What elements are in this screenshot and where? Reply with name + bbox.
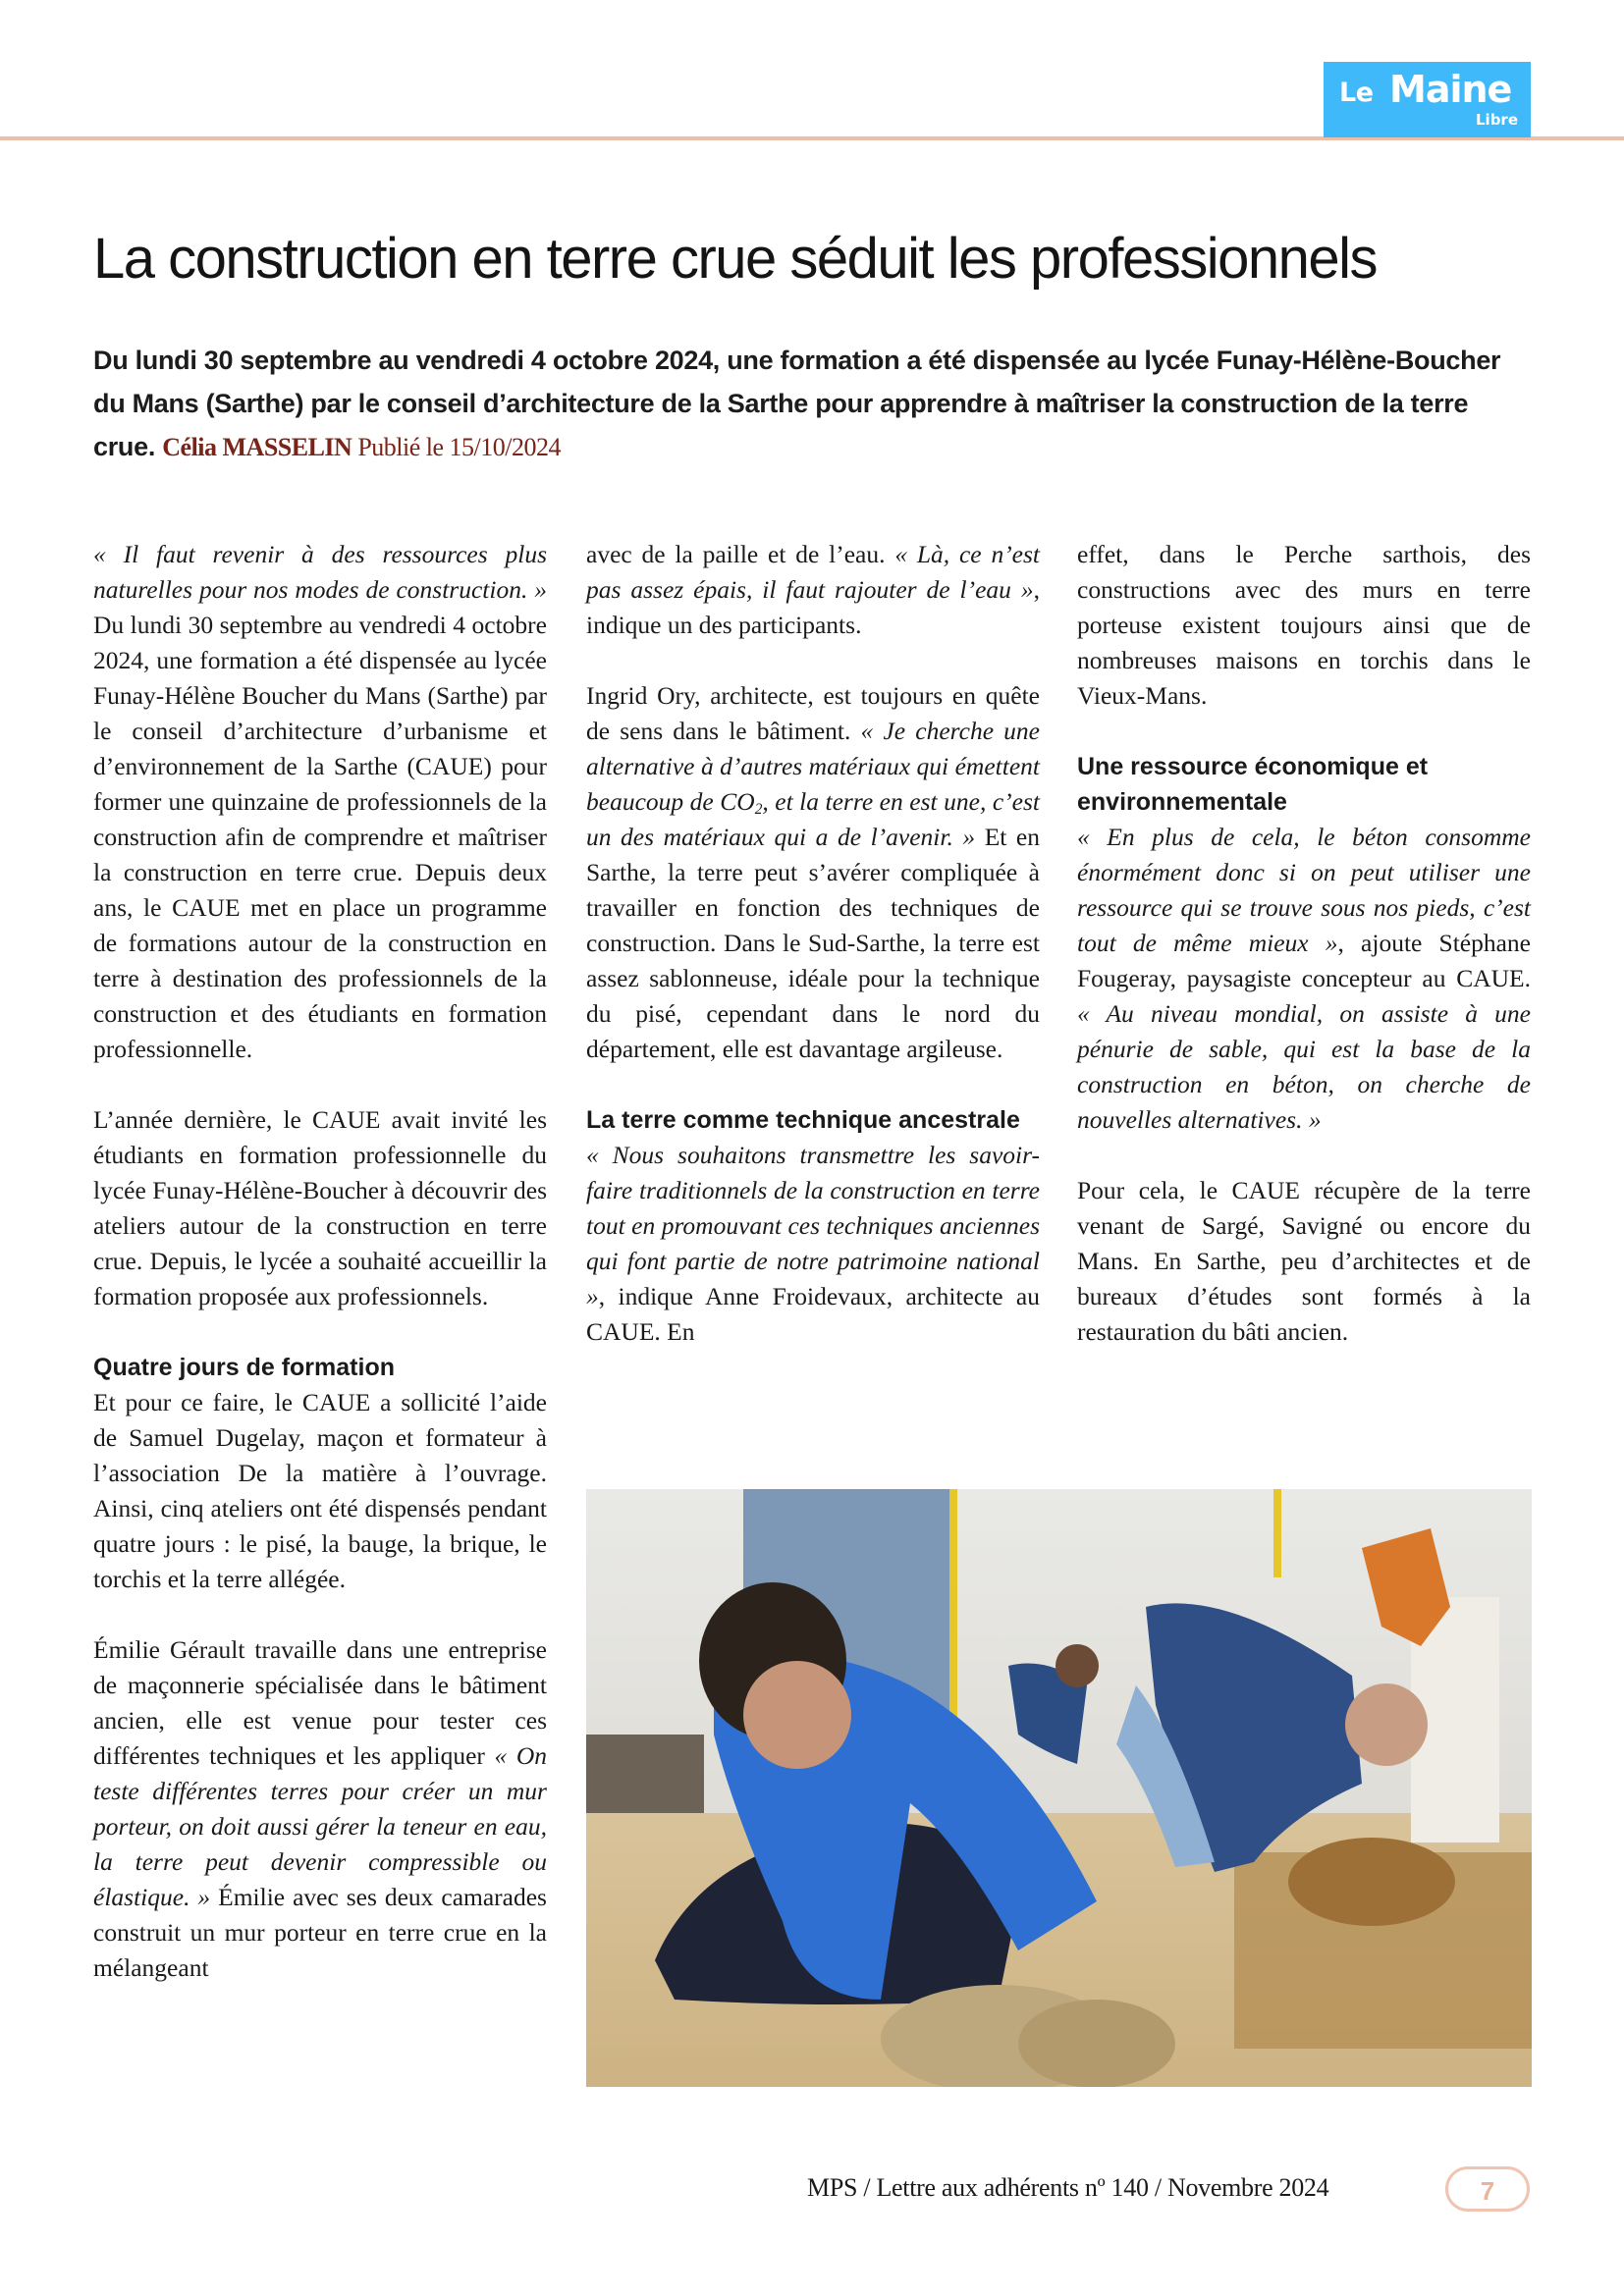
section-heading: La terre comme technique ancestrale <box>586 1106 1020 1134</box>
section-heading: Quatre jours de formation <box>93 1354 395 1381</box>
subscript: 2 <box>754 801 763 818</box>
paragraph-text: Émilie avec ses deux camarades construit un mur porteur en terre crue en la mélangeant <box>93 1883 547 1982</box>
paragraph-text: Et en Sarthe, la terre peut s’avérer compliquée à travailler en fonction des techniques de construction. Dans le Sud-Sarthe, la terre est assez sablonneuse, idéale pour la technique du pisé, cependant dans le nord du département, elle est davantage argileuse. <box>586 823 1041 1063</box>
author-name: Célia MASSELIN <box>162 433 352 461</box>
quote: « Au niveau mondial, on assiste à une pénurie de sable, qui est la base de la construction en béton, on cherche de nouvelles alternatives. » <box>1077 999 1531 1134</box>
section-heading: Une ressource économique et environnementale <box>1077 753 1429 816</box>
workshop-photo-illustration <box>586 1489 1532 2087</box>
quote: « En plus de cela, le béton consomme énormément donc si on peut utiliser une ressource qui se trouve sous nos pieds, c’est tout de même mieux » <box>1077 823 1531 957</box>
article-column-2 <box>586 537 1040 1350</box>
paragraph-text: , indique Anne Froidevaux, architecte au CAUE. En <box>586 1282 1040 1346</box>
paragraph-text: , ajoute Stéphane Fougeray, paysagiste concepteur au CAUE. <box>1077 929 1532 992</box>
quote: « On teste différentes terres pour créer un mur porteur, on doit aussi gérer la teneur en eau, la terre peut devenir compressible ou élastique. » <box>93 1741 548 1911</box>
quote: « Nous souhaitons transmettre les savoir-faire traditionnels de la construction en terre tout en promouvant ces techniques anciennes qui font partie de notre patrimoine national » <box>586 1141 1040 1310</box>
lede-text: Du lundi 30 septembre au vendredi 4 octobre 2024, une formation a été dispensée au lycée Funay-Hélène-Boucher du Mans (Sarthe) par le conseil d’architecture de la Sarthe pour apprendre à maîtriser la construction de la terre crue. <box>93 346 1501 461</box>
publish-date: Publié le 15/10/2024 <box>357 433 561 461</box>
paragraph-text: Du lundi 30 septembre au vendredi 4 octobre 2024, une formation a été dispensée au lycée Funay-Hélène Boucher du Mans (Sarthe) par le conseil d’architecture d’urbanisme et d’environnement de la Sarthe (CAUE) pour former une quinzaine de professionnels de la construction afin de comprendre et maîtriser la construction en terre crue. Depuis deux ans, le CAUE met en place un programme de formations autour de la construction en terre à destination des professionnels de la construction et des étudiants en formation professionnelle. <box>93 611 547 1063</box>
article-title: La construction en terre crue séduit les professionnels <box>93 227 1378 291</box>
logo-maine: Maine <box>1389 68 1512 111</box>
logo-le: Le <box>1339 78 1374 108</box>
logo-libre: Libre <box>1476 111 1519 129</box>
paragraph <box>93 1632 547 1986</box>
article-column-1 <box>93 537 547 1986</box>
paragraph <box>586 537 1040 643</box>
paragraph: effet, dans le Perche sarthois, des constructions avec des murs en terre porteuse existent toujours ainsi que de nombreuses maisons en torchis dans le Vieux-Mans. <box>1077 540 1531 710</box>
paragraph-text: , indique un des participants. <box>586 575 1040 639</box>
paragraph-text: avec de la paille et de l’eau. <box>586 540 895 568</box>
page-number: 7 <box>1445 2166 1530 2212</box>
le-maine-libre-logo <box>1324 62 1531 137</box>
paragraph <box>586 1138 1040 1350</box>
article-photo <box>586 1489 1532 2087</box>
paragraph <box>586 678 1040 1067</box>
article-column-3 <box>1077 537 1531 1350</box>
paragraph: Et pour ce faire, le CAUE a sollicité l’aide de Samuel Dugelay, maçon et formateur à l’association De la matière à l’ouvrage. Ainsi, cinq ateliers ont été dispensés pendant quatre jours : le pisé, la bauge, la brique, le torchis et la terre allégée. <box>93 1388 547 1593</box>
byline <box>162 433 561 461</box>
paragraph-text: Émilie Gérault travaille dans une entreprise de maçonnerie spécialisée dans le bâtiment ancien, elle est venue pour tester ces différentes techniques et les appliquer <box>93 1635 547 1770</box>
paragraph-text: Ingrid Ory, architecte, est toujours en quête de sens dans le bâtiment. <box>586 681 1040 745</box>
paragraph <box>93 537 547 1067</box>
quote-text: « Je cherche une alternative à d’autres matériaux qui émettent beaucoup de CO <box>586 717 1040 816</box>
paragraph: Pour cela, le CAUE récupère de la terre venant de Sargé, Savigné ou encore du Mans. En Sarthe, peu d’architectes et de bureaux d’études sont formés à la restauration du bâti ancien. <box>1077 1176 1531 1346</box>
paragraph <box>1077 820 1531 1138</box>
footer-publication: MPS / Lettre aux adhérents nº 140 / Novembre 2024 <box>807 2173 1329 2202</box>
article-lede <box>93 339 1537 469</box>
paragraph: L’année dernière, le CAUE avait invité les étudiants en formation professionnelle du lycée Funay-Hélène-Boucher à découvrir des ateliers autour de la construction en terre crue. Depuis, le lycée a souhaité accueillir la formation proposée aux professionnels. <box>93 1105 547 1310</box>
quote-text: , et la terre en est une, c’est un des matériaux qui a de l’avenir. » <box>586 787 1040 851</box>
quote: « Il faut revenir à des ressources plus naturelles pour nos modes de construction. » <box>93 540 547 604</box>
quote: « Là, ce n’est pas assez épais, il faut rajouter de l’eau » <box>586 540 1041 604</box>
